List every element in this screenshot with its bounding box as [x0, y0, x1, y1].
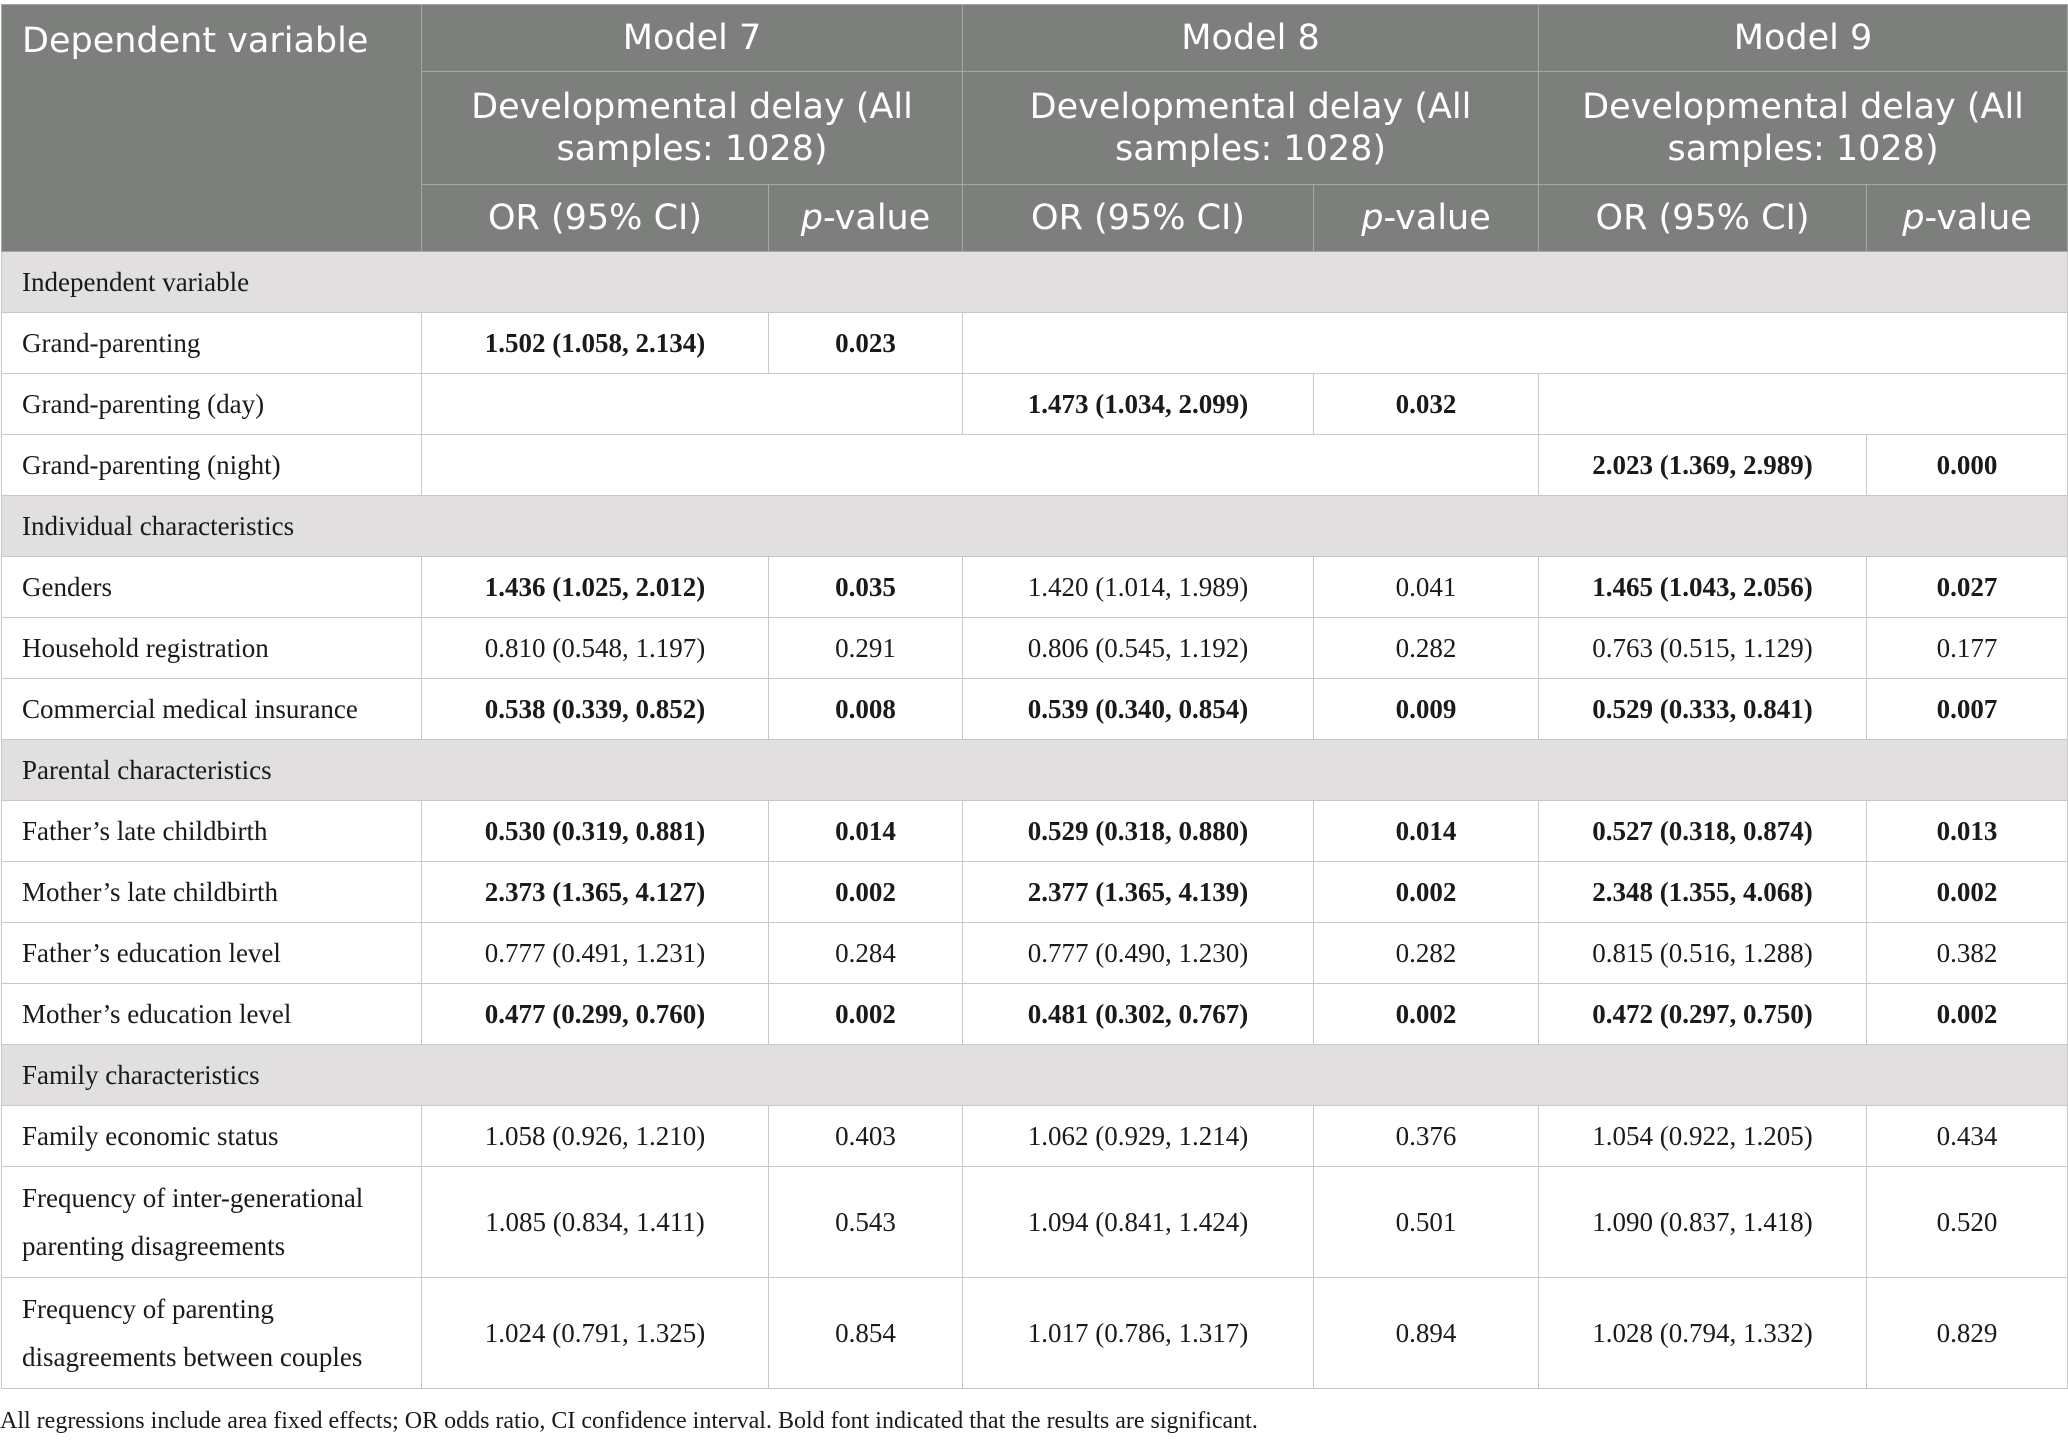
- m7-or-cell: 1.085 (0.834, 1.411): [422, 1167, 769, 1278]
- m8-p-cell: 0.282: [1314, 923, 1539, 984]
- row-label: Mother’s education level: [2, 984, 422, 1045]
- m9-or-cell: 2.348 (1.355, 4.068): [1539, 862, 1867, 923]
- m8-or-cell: 1.017 (0.786, 1.317): [963, 1278, 1314, 1389]
- row-label: Household registration: [2, 618, 422, 679]
- m7-or-cell: 0.477 (0.299, 0.760): [422, 984, 769, 1045]
- table-body: [2, 252, 2068, 1389]
- m9-p-cell: 0.013: [1867, 801, 2068, 862]
- p-suffix: -value: [822, 198, 931, 238]
- model-8-subtitle: Developmental delay (All samples: 1028): [963, 72, 1539, 185]
- m7-or-cell: 0.810 (0.548, 1.197): [422, 618, 769, 679]
- m9-p-cell: 0.002: [1867, 984, 2068, 1045]
- m8-p-cell: 0.376: [1314, 1106, 1539, 1167]
- m7-p-cell: 0.543: [769, 1167, 963, 1278]
- m8-p-cell: 0.894: [1314, 1278, 1539, 1389]
- m8-or-cell: 1.062 (0.929, 1.214): [963, 1106, 1314, 1167]
- model-9-subtitle: Developmental delay (All samples: 1028): [1539, 72, 2068, 185]
- m9-p-cell: 0.007: [1867, 679, 2068, 740]
- m7-p-cell: 0.035: [769, 557, 963, 618]
- table-row: [2, 1278, 2068, 1389]
- m8-or-cell: 0.539 (0.340, 0.854): [963, 679, 1314, 740]
- m8-p-cell: 0.002: [1314, 862, 1539, 923]
- table-row: [2, 618, 2068, 679]
- section-label: Parental characteristics: [2, 740, 2068, 801]
- section-label: Individual characteristics: [2, 496, 2068, 557]
- m7-p-cell: 0.023: [769, 313, 963, 374]
- m9-p-cell: 0.520: [1867, 1167, 2068, 1278]
- m7-or-cell: 0.530 (0.319, 0.881): [422, 801, 769, 862]
- table-row: [2, 984, 2068, 1045]
- row-label: Mother’s late childbirth: [2, 862, 422, 923]
- m9-p-header: [1867, 185, 2068, 252]
- m8-or-cell: 1.420 (1.014, 1.989): [963, 557, 1314, 618]
- m7-or-cell: 0.538 (0.339, 0.852): [422, 679, 769, 740]
- m9-or-cell: 1.465 (1.043, 2.056): [1539, 557, 1867, 618]
- m8-p-cell: 0.009: [1314, 679, 1539, 740]
- m8-p-cell: 0.002: [1314, 984, 1539, 1045]
- p-letter: p: [1361, 198, 1384, 238]
- table-row: [2, 801, 2068, 862]
- m9-or-cell: 2.023 (1.369, 2.989): [1539, 435, 1867, 496]
- m9-or-cell: 0.815 (0.516, 1.288): [1539, 923, 1867, 984]
- m9-p-cell: 0.177: [1867, 618, 2068, 679]
- row-label: Grand-parenting (night): [2, 435, 422, 496]
- m8-p-cell: 0.041: [1314, 557, 1539, 618]
- section-row-family: [2, 1045, 2068, 1106]
- m7-p-cell: 0.002: [769, 862, 963, 923]
- m9-p-cell: 0.434: [1867, 1106, 2068, 1167]
- p-suffix: -value: [1924, 198, 2032, 238]
- m9-or-header: OR (95% CI): [1539, 185, 1867, 252]
- m7-or-cell: 2.373 (1.365, 4.127): [422, 862, 769, 923]
- dependent-variable-header: Dependent variable: [2, 5, 422, 252]
- m7-or-cell: 0.777 (0.491, 1.231): [422, 923, 769, 984]
- row-label: Grand-parenting (day): [2, 374, 422, 435]
- section-row-independent: [2, 252, 2068, 313]
- m8-p-cell: 0.501: [1314, 1167, 1539, 1278]
- table-row: [2, 862, 2068, 923]
- table-row: [2, 374, 2068, 435]
- m9-p-cell: 0.382: [1867, 923, 2068, 984]
- m8-or-cell: 1.094 (0.841, 1.424): [963, 1167, 1314, 1278]
- row-label: Frequency of parenting disagreements between couples: [2, 1278, 422, 1389]
- model-8-header: Model 8: [963, 5, 1539, 72]
- model-9-header: Model 9: [1539, 5, 2068, 72]
- empty-cell: [963, 313, 2068, 374]
- m7-or-cell: 1.436 (1.025, 2.012): [422, 557, 769, 618]
- m8-p-cell: 0.014: [1314, 801, 1539, 862]
- m8-or-cell: 0.806 (0.545, 1.192): [963, 618, 1314, 679]
- row-label: Father’s education level: [2, 923, 422, 984]
- row-label: Frequency of inter-generational parenting disagreements: [2, 1167, 422, 1278]
- m9-or-cell: 1.054 (0.922, 1.205): [1539, 1106, 1867, 1167]
- section-row-individual: [2, 496, 2068, 557]
- m9-or-cell: 0.529 (0.333, 0.841): [1539, 679, 1867, 740]
- row-label: Family economic status: [2, 1106, 422, 1167]
- m7-p-cell: 0.854: [769, 1278, 963, 1389]
- m8-or-cell: 1.473 (1.034, 2.099): [963, 374, 1314, 435]
- m9-p-cell: 0.829: [1867, 1278, 2068, 1389]
- section-row-parental: [2, 740, 2068, 801]
- empty-cell: [422, 435, 1539, 496]
- row-label: Grand-parenting: [2, 313, 422, 374]
- m7-p-header: [769, 185, 963, 252]
- table-row: [2, 435, 2068, 496]
- table-row: [2, 1167, 2068, 1278]
- table-row: [2, 313, 2068, 374]
- m8-or-cell: 0.481 (0.302, 0.767): [963, 984, 1314, 1045]
- row-label: Commercial medical insurance: [2, 679, 422, 740]
- m7-or-cell: 1.024 (0.791, 1.325): [422, 1278, 769, 1389]
- m8-or-cell: 0.529 (0.318, 0.880): [963, 801, 1314, 862]
- m9-p-cell: 0.002: [1867, 862, 2068, 923]
- m9-or-cell: 0.527 (0.318, 0.874): [1539, 801, 1867, 862]
- table-row: [2, 557, 2068, 618]
- m8-or-cell: 2.377 (1.365, 4.139): [963, 862, 1314, 923]
- empty-cell: [1539, 374, 2068, 435]
- table-row: [2, 679, 2068, 740]
- m7-p-cell: 0.403: [769, 1106, 963, 1167]
- table-footnote: All regressions include area fixed effects; OR odds ratio, CI confidence interval. Bold font indicated that the results are significant.: [0, 1408, 1258, 1434]
- section-label: Family characteristics: [2, 1045, 2068, 1106]
- row-label: Father’s late childbirth: [2, 801, 422, 862]
- m7-p-cell: 0.014: [769, 801, 963, 862]
- m8-p-cell: 0.282: [1314, 618, 1539, 679]
- m7-p-cell: 0.291: [769, 618, 963, 679]
- m9-or-cell: 1.028 (0.794, 1.332): [1539, 1278, 1867, 1389]
- p-suffix: -value: [1383, 198, 1491, 238]
- m9-or-cell: 0.472 (0.297, 0.750): [1539, 984, 1867, 1045]
- section-label: Independent variable: [2, 252, 2068, 313]
- table-row: [2, 1106, 2068, 1167]
- m8-or-header: OR (95% CI): [963, 185, 1314, 252]
- model-7-header: Model 7: [422, 5, 963, 72]
- m9-or-cell: 1.090 (0.837, 1.418): [1539, 1167, 1867, 1278]
- table-row: [2, 923, 2068, 984]
- m7-or-header: OR (95% CI): [422, 185, 769, 252]
- m8-p-header: [1314, 185, 1539, 252]
- m7-p-cell: 0.008: [769, 679, 963, 740]
- m9-p-cell: 0.000: [1867, 435, 2068, 496]
- m8-or-cell: 0.777 (0.490, 1.230): [963, 923, 1314, 984]
- m9-or-cell: 0.763 (0.515, 1.129): [1539, 618, 1867, 679]
- model-7-subtitle: Developmental delay (All samples: 1028): [422, 72, 963, 185]
- empty-cell: [422, 374, 963, 435]
- m7-or-cell: 1.502 (1.058, 2.134): [422, 313, 769, 374]
- regression-table: [1, 4, 2068, 1389]
- m9-p-cell: 0.027: [1867, 557, 2068, 618]
- m7-p-cell: 0.284: [769, 923, 963, 984]
- p-letter: p: [800, 198, 823, 238]
- m7-p-cell: 0.002: [769, 984, 963, 1045]
- p-letter: p: [1902, 198, 1925, 238]
- row-label: Genders: [2, 557, 422, 618]
- m7-or-cell: 1.058 (0.926, 1.210): [422, 1106, 769, 1167]
- m8-p-cell: 0.032: [1314, 374, 1539, 435]
- table-header: [2, 5, 2068, 252]
